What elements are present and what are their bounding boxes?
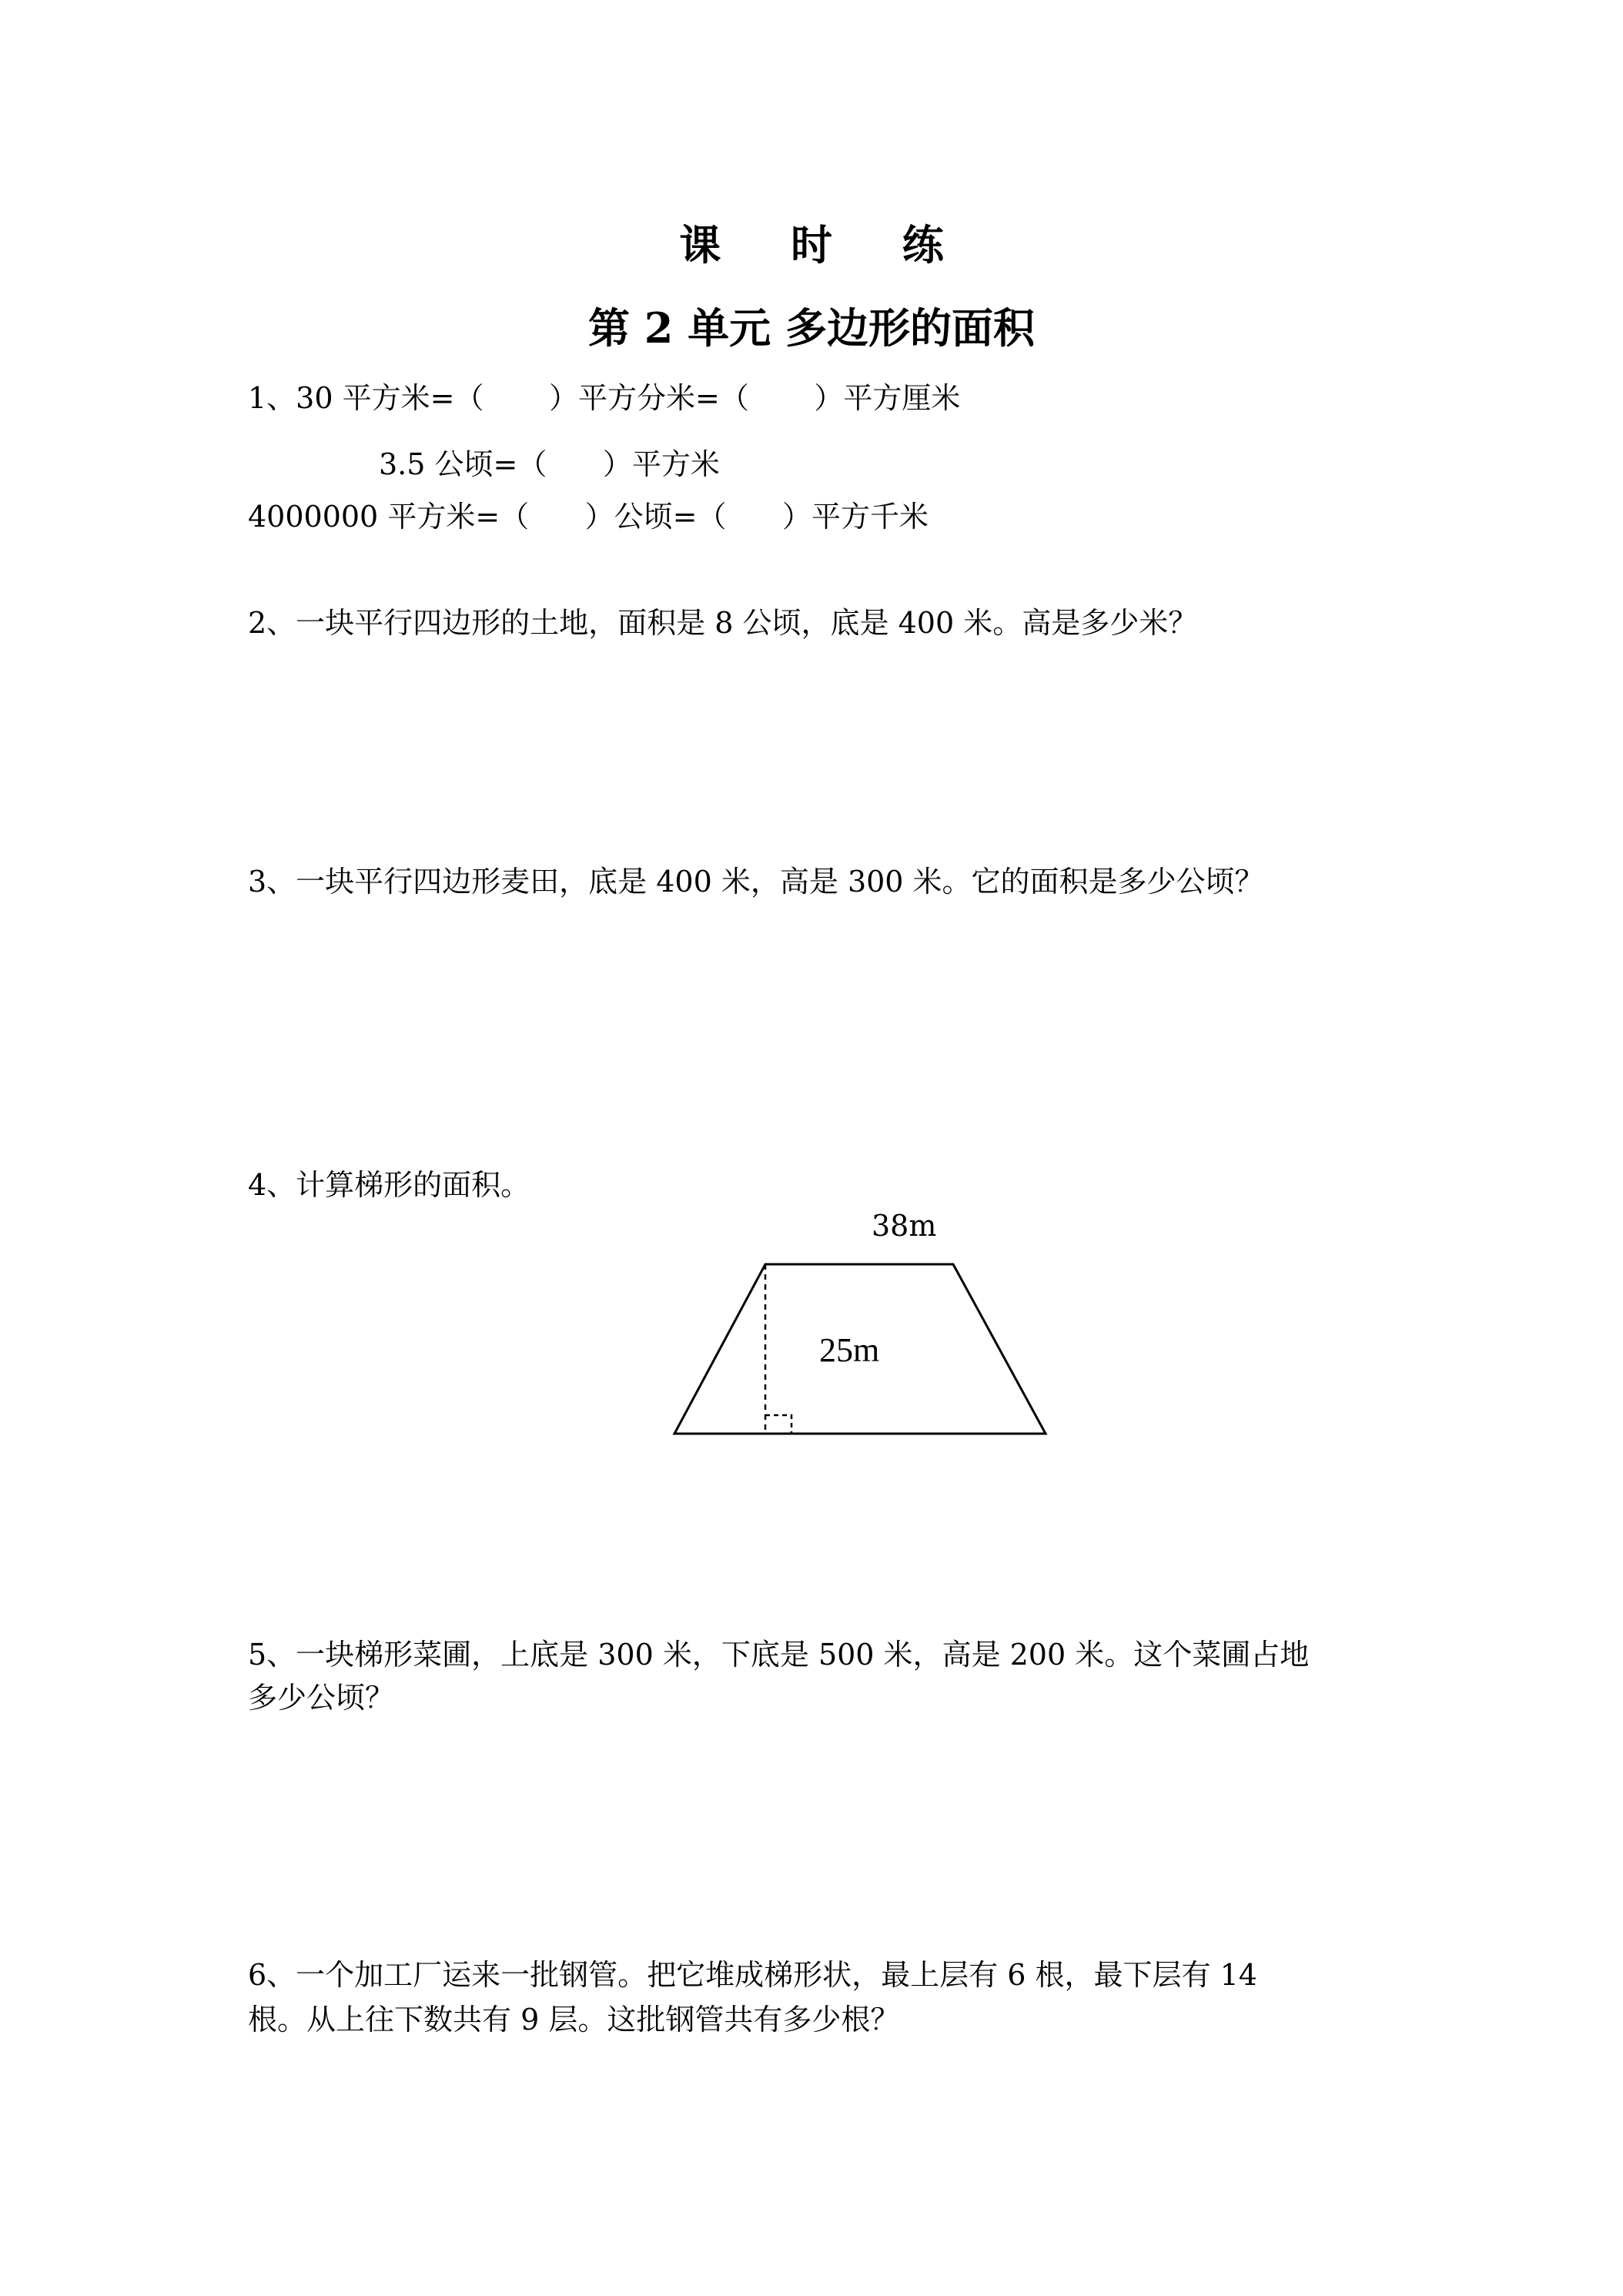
question-1-line-3: 4000000 平方米=（ ）公顷=（ ）平方千米 xyxy=(248,500,929,534)
question-1-line-2: 3.5 公顷=（ ）平方米 xyxy=(379,447,720,481)
question-4: 4、计算梯形的面积。 xyxy=(248,1168,530,1202)
height-label: 25m xyxy=(819,1331,880,1369)
question-6-line-2: 根。从上往下数共有 9 层。这批钢管共有多少根？ xyxy=(248,2003,900,2037)
unit-title: 第 2 单元 多边形的面积 xyxy=(588,303,1035,353)
question-1-line-1: 1、30 平方米=（ ）平方分米=（ ）平方厘米 xyxy=(248,381,961,415)
top-base-label: 38m xyxy=(872,1209,937,1243)
question-5-line-1: 5、一块梯形菜圃，上底是 300 米，下底是 500 米，高是 200 米。这个菜圃占地 xyxy=(248,1638,1310,1672)
trapezoid-icon xyxy=(662,1201,1062,1448)
question-6-line-1: 6、一个加工厂运来一批钢管。把它堆成梯形状，最上层有 6 根，最下层有 14 xyxy=(248,1958,1257,1992)
question-5-line-2: 多少公顷？ xyxy=(248,1681,395,1715)
right-angle-marker xyxy=(765,1415,791,1434)
question-2: 2、一块平行四边形的土地，面积是 8 公顷，底是 400 米。高是多少米？ xyxy=(248,606,1198,640)
question-3: 3、一块平行四边形麦田，底是 400 米，高是 300 米。它的面积是多少公顷？ xyxy=(248,865,1264,899)
page-title: 课 时 练 xyxy=(679,220,972,269)
